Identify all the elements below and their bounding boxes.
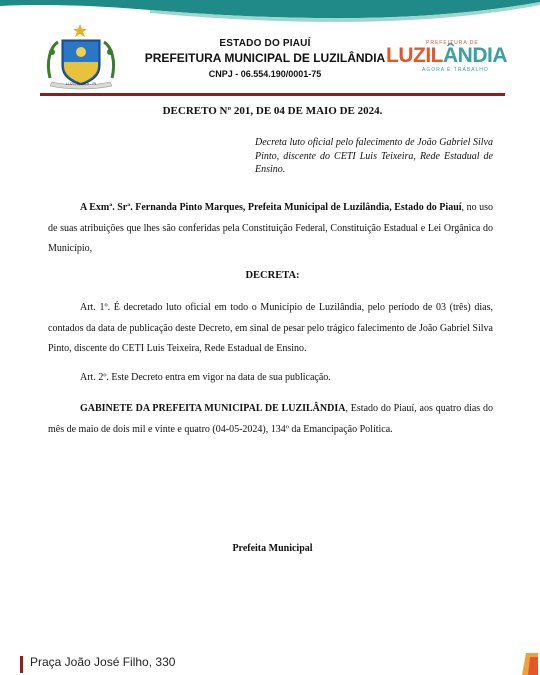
prefeitura-name: PREFEITURA MUNICIPAL DE LUZILÂNDIA — [144, 51, 386, 65]
logo-wordmark-part1: LUZIL — [386, 44, 443, 67]
decree-summary: Decreta luto oficial pelo falecimento de João Gabriel Silva Pinto, discente do CETI Luis Teixeira, Rede Estadual de Ensino. — [255, 137, 493, 175]
article-1: Art. 1º. É decretado luto oficial em todo o Município de Luzilândia, pelo período de 03 (três) dias, contados da data de publicação deste Decreto, em sinal de pesar pelo trágico falecimento de João Gabriel Silva Pinto, discente do CETI Luis Teixeira, Rede Estadual de Ensino. — [48, 302, 493, 354]
logo-top-text: PREFEITURA DE — [426, 40, 479, 46]
closing-paragraph — [48, 399, 493, 440]
footer-logo-mark — [520, 653, 538, 675]
footer-address: Praça João José Filho, 330 — [30, 655, 176, 669]
letterhead — [130, 38, 400, 79]
decree-title: DECRETO Nº 201, DE 04 DE MAIO DE 2024. — [162, 105, 383, 117]
logo-wordmark — [386, 45, 507, 67]
preamble-paragraph — [48, 198, 493, 260]
preamble-text: , no uso de suas atribuições que lhes são conferidas pela Constituição Federal, Constituição Estadual e Lei Orgânica do Município, — [48, 202, 493, 254]
header-divider — [40, 93, 505, 96]
crest-caption: LUZILÂNDIA - PI — [65, 81, 97, 86]
closing-bold: GABINETE DA PREFEITA MUNICIPAL DE LUZILÂNDIA — [80, 403, 346, 414]
signature-title: Prefeita Municipal — [232, 543, 313, 554]
logo-tagline: AGORA É TRABALHO — [422, 67, 489, 73]
state-name: ESTADO DO PIAUÍ — [219, 38, 311, 49]
article-2: Art. 2º. Este Decreto entra em vigor na data de sua publicação. — [80, 372, 331, 383]
cnpj: CNPJ - 06.554.190/0001-75 — [208, 69, 322, 79]
luzilandia-logo — [386, 40, 507, 74]
logo-wordmark-part2: ÂNDIA — [442, 44, 507, 67]
decreta-heading: DECRETA: — [245, 270, 300, 281]
preamble-bold: A Exmª. Srª. Fernanda Pinto Marques, Prefeita Municipal de Luzilândia, Estado do Piauí — [80, 202, 462, 213]
closing-text: , Estado do Piauí, aos quatro dias do mês de maio de dois mil e vinte e quatro (04-05-2024), 134º da Emancipação Política. — [48, 403, 493, 435]
footer-accent-bar — [20, 656, 23, 673]
